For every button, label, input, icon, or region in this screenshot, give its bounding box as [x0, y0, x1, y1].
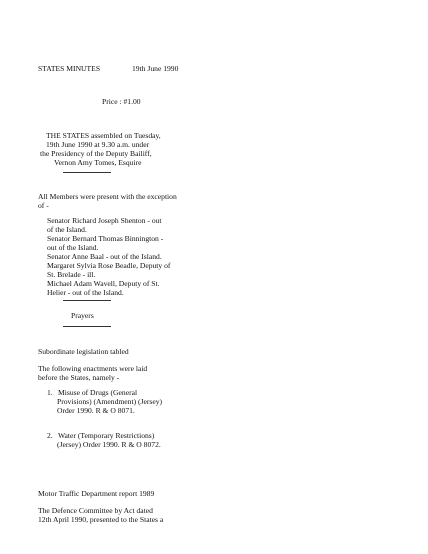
assembly-line: the Presidency of the Deputy Bailiff, — [40, 149, 152, 158]
assembly-line: Vernon Amy Tomes, Esquire — [54, 158, 142, 167]
prayers: Prayers — [71, 311, 94, 320]
subordinate-intro: before the States, namely - — [38, 373, 120, 382]
absentee-line: Senator Bernard Thomas Binnington - — [47, 234, 164, 243]
item-number: 2. — [47, 431, 53, 440]
item-line: Provisions) (Amendment) (Jersey) — [57, 397, 163, 406]
price: Price : #1.00 — [102, 97, 141, 106]
item-line: Order 1990. R & O 8071. — [57, 406, 135, 415]
item-line: (Jersey) Order 1990. R & O 8072. — [57, 440, 161, 449]
absentee-line: Helier - out of the Island. — [47, 288, 124, 297]
motor-line: The Defence Committee by Act dated — [38, 506, 153, 515]
absentee-line: Senator Richard Joseph Shenton - out — [47, 216, 162, 225]
attendance-intro: All Members were present with the exception — [38, 192, 177, 201]
separator-rule — [63, 300, 111, 301]
motor-line: 12th April 1990, presented to the States a — [38, 515, 164, 524]
item-line: Misuse of Drugs (General — [58, 388, 138, 397]
absentee-line: Senator Anne Baal - out of the Island. — [47, 252, 162, 261]
absentee-line: Margaret Sylvia Rose Beadle, Deputy of — [47, 261, 171, 270]
assembly-line: THE STATES assembled on Tuesday, — [46, 131, 161, 140]
item-number: 1. — [47, 388, 53, 397]
absentee-line: of the Island. — [47, 225, 87, 234]
subordinate-intro: The following enactments were laid — [38, 364, 148, 373]
separator-rule — [63, 172, 111, 173]
minutes-title: STATES MINUTES — [38, 64, 101, 73]
attendance-intro: of - — [38, 201, 49, 210]
assembly-line: 19th June 1990 at 9.30 a.m. under — [46, 140, 150, 149]
absentee-line: Michael Adam Wavell, Deputy of St. — [47, 279, 160, 288]
section-heading: Motor Traffic Department report 1989 — [38, 489, 155, 498]
absentee-line: St. Brelade - ill. — [47, 270, 96, 279]
minutes-date: 19th June 1990 — [132, 64, 179, 73]
absentee-line: out of the Island. — [47, 243, 99, 252]
separator-rule — [63, 326, 111, 327]
item-line: Water (Temporary Restrictions) — [58, 431, 155, 440]
section-heading: Subordinate legislation tabled — [38, 347, 129, 356]
